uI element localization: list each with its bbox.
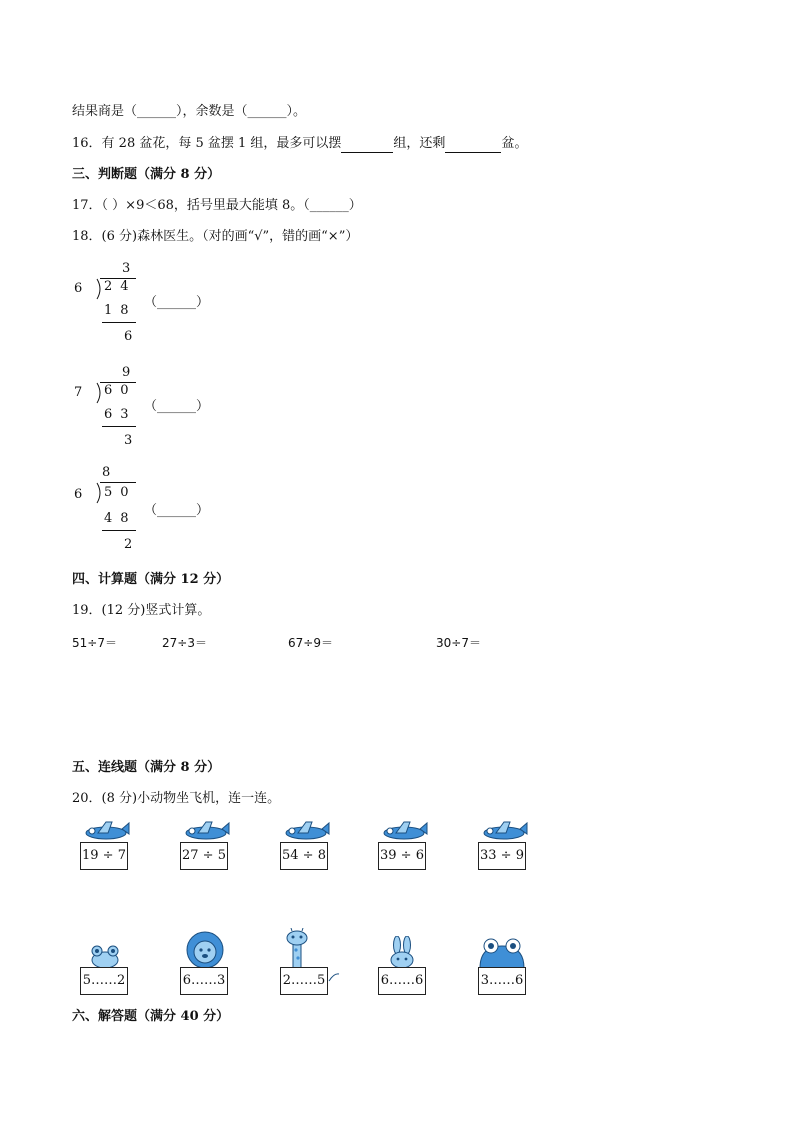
frog-icon (478, 938, 526, 968)
airplane-icon (480, 820, 528, 842)
division-bracket (96, 278, 104, 300)
section-3-heading: 三、判断题（满分 8 分） (72, 167, 221, 182)
plane-card-3[interactable]: 54 ÷ 8 (280, 842, 328, 870)
equation-1: 51÷7＝ (72, 636, 117, 650)
quotient: 3 (122, 261, 139, 276)
plane-card-2[interactable]: 27 ÷ 5 (180, 842, 228, 870)
long-division-3 (72, 466, 232, 556)
answer-blank[interactable]: （______） (144, 503, 210, 518)
animal-card-4[interactable]: 6……6 (378, 967, 426, 995)
division-bracket (96, 482, 104, 504)
section-6-heading: 六、解答题（满分 40 分） (72, 1009, 230, 1024)
q19-text: 19．(12 分)竖式计算。 (72, 603, 211, 618)
rabbit-icon (388, 936, 416, 968)
subtraction-bar (102, 530, 136, 531)
equation-2: 27÷3＝ (162, 636, 207, 650)
quotient: 9 (122, 365, 139, 380)
plane-card-4[interactable]: 39 ÷ 6 (378, 842, 426, 870)
section-4-heading: 四、计算题（满分 12 分） (72, 572, 230, 587)
airplane-icon (82, 820, 130, 842)
q16-text (72, 136, 527, 153)
frog-icon (88, 944, 122, 968)
q16-prefix: 16．有 28 盆花，每 5 盆摆 1 组，最多可以摆 (72, 136, 342, 151)
division-bar (100, 482, 136, 483)
plane-card-5[interactable]: 33 ÷ 9 (478, 842, 526, 870)
quotient: 8 (102, 465, 119, 480)
lion-icon (181, 930, 229, 968)
giraffe-icon (284, 928, 310, 968)
q16-suffix: 盆。 (501, 136, 528, 151)
dividend: 60 (104, 383, 137, 398)
answer-blank[interactable]: （______） (144, 399, 210, 414)
answer-blank[interactable]: （______） (144, 295, 210, 310)
divisor: 7 (74, 385, 83, 400)
q16-blank-groups[interactable] (341, 136, 393, 153)
q18-text: 18．(6 分)森林医生。（对的画“√”，错的画“×”） (72, 229, 359, 244)
subtraction-bar (102, 426, 136, 427)
dividend: 50 (104, 485, 137, 500)
product: 48 (104, 511, 137, 526)
equation-3: 67÷9＝ (288, 636, 333, 650)
equation-4: 30÷7＝ (436, 636, 481, 650)
product: 18 (104, 303, 137, 318)
long-division-2 (72, 366, 232, 456)
plane-card-1[interactable]: 19 ÷ 7 (80, 842, 128, 870)
divisor: 6 (74, 487, 83, 502)
long-division-1 (72, 262, 232, 352)
division-bracket (96, 382, 104, 404)
airplane-icon (182, 820, 230, 842)
remainder: 2 (124, 537, 141, 552)
q16-mid: 组，还剩 (393, 136, 446, 151)
divisor: 6 (74, 281, 83, 296)
q16-blank-remaining[interactable] (445, 136, 501, 153)
remainder: 3 (124, 433, 141, 448)
remainder: 6 (124, 329, 141, 344)
airplane-icon (282, 820, 330, 842)
q15-tail: 结果商是（______），余数是（______）。 (72, 104, 307, 119)
tail-icon (328, 972, 340, 982)
subtraction-bar (102, 322, 136, 323)
dividend: 24 (104, 279, 137, 294)
animal-card-1[interactable]: 5……2 (80, 967, 128, 995)
airplane-icon (380, 820, 428, 842)
q20-text: 20．(8 分)小动物坐飞机，连一连。 (72, 791, 281, 806)
animal-card-3[interactable]: 2……5 (280, 967, 328, 995)
animal-card-5[interactable]: 3……6 (478, 967, 526, 995)
q17-text: 17．（ ）×9＜68，括号里最大能填 8。（______） (72, 198, 362, 213)
product: 63 (104, 407, 137, 422)
animal-card-2[interactable]: 6……3 (180, 967, 228, 995)
section-5-heading: 五、连线题（满分 8 分） (72, 760, 221, 775)
